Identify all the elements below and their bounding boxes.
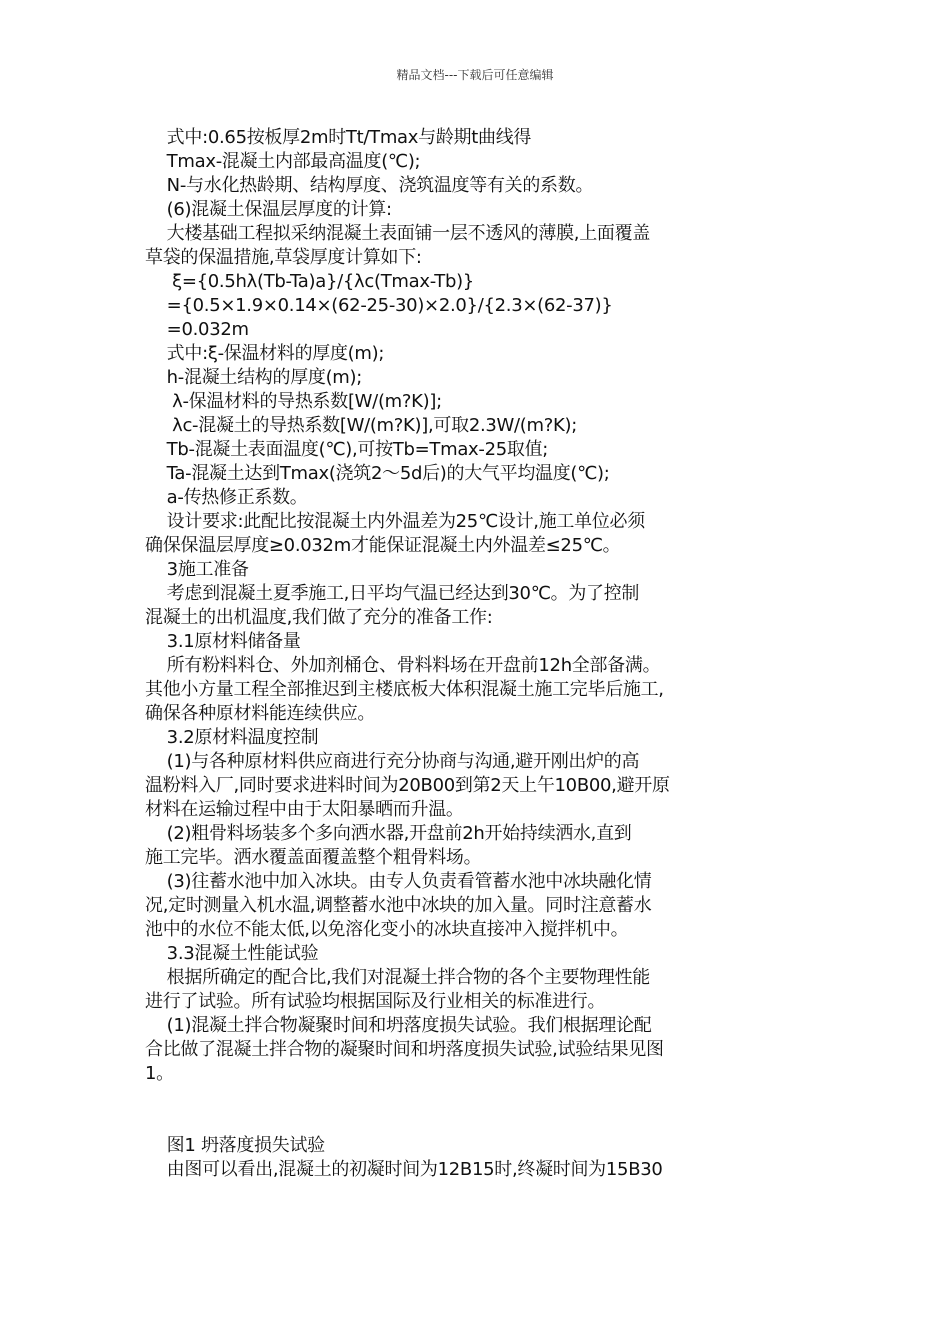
text-line: 材料在运输过程中由于太阳暴晒而升温。	[145, 799, 464, 820]
text-line: 确保各种原材料能连续供应。	[145, 703, 376, 724]
text-line: 施工完毕。洒水覆盖面覆盖整个粗骨料场。	[145, 847, 482, 868]
figure-placeholder	[145, 1086, 825, 1134]
figure-caption: 图1 坍落度损失试验	[145, 1135, 325, 1156]
text-line: 进行了试验。所有试验均根据国际及行业相关的标准进行。	[145, 991, 606, 1012]
text-line: 合比做了混凝土拌合物的凝聚时间和坍落度损失试验,试验结果见图	[145, 1039, 664, 1060]
text-line: h-混凝土结构的厚度(m);	[145, 367, 363, 388]
section-heading: 3施工准备	[145, 559, 249, 580]
text-line: 大楼基础工程拟采纳混凝土表面铺一层不透风的薄膜,上面覆盖	[145, 223, 651, 244]
section-heading: 3.2原材料温度控制	[145, 727, 319, 748]
document-body	[145, 126, 825, 1182]
formula-line: =0.032m	[145, 319, 249, 340]
text-line: 考虑到混凝土夏季施工,日平均气温已经达到30℃。为了控制	[145, 583, 640, 604]
formula-line: ξ={0.5hλ(Tb-Ta)a}/{λc(Tmax-Tb)}	[145, 271, 474, 292]
text-line: (6)混凝土保温层厚度的计算:	[145, 199, 392, 220]
text-line: (2)粗骨料场装多个多向洒水器,开盘前2h开始持续洒水,直到	[145, 823, 632, 844]
text-line: 所有粉料料仓、外加剂桶仓、骨料料场在开盘前12h全部备满。	[145, 655, 661, 676]
text-line: 式中:0.65按板厚2m时Tt/Tmax与龄期t曲线得	[145, 127, 532, 148]
text-line: (1)与各种原材料供应商进行充分协商与沟通,避开刚出炉的高	[145, 751, 640, 772]
section-heading: 3.1原材料储备量	[145, 631, 301, 652]
text-line: Tb-混凝土表面温度(℃),可按Tb=Tmax-25取值;	[145, 439, 549, 460]
text-line: 况,定时测量入机水温,调整蓄水池中冰块的加入量。同时注意蓄水	[145, 895, 652, 916]
text-line: 式中:ξ-保温材料的厚度(m);	[145, 343, 385, 364]
text-line: (1)混凝土拌合物凝聚时间和坍落度损失试验。我们根据理论配	[145, 1015, 652, 1036]
text-line: λ-保温材料的导热系数[W/(m?K)];	[145, 391, 442, 412]
text-line: 由图可以看出,混凝土的初凝时间为12B15时,终凝时间为15B30	[145, 1159, 663, 1180]
text-line: 草袋的保温措施,草袋厚度计算如下:	[145, 247, 422, 268]
formula-line: ={0.5×1.9×0.14×(62-25-30)×2.0}/{2.3×(62-37)}	[145, 295, 613, 316]
text-line: 其他小方量工程全部推迟到主楼底板大体积混凝土施工完毕后施工,	[145, 679, 664, 700]
text-line: N-与水化热龄期、结构厚度、浇筑温度等有关的系数。	[145, 175, 594, 196]
text-line: 根据所确定的配合比,我们对混凝土拌合物的各个主要物理性能	[145, 967, 651, 988]
text-line: λc-混凝土的导热系数[W/(m?K)],可取2.3W/(m?K);	[145, 415, 578, 436]
text-line: 温粉料入厂,同时要求进料时间为20B00到第2天上午10B00,避开原	[145, 775, 670, 796]
text-line: 确保保温层厚度≥0.032m才能保证混凝土内外温差≤25℃。	[145, 535, 621, 556]
text-line: Tmax-混凝土内部最高温度(℃);	[145, 151, 421, 172]
text-line: 混凝土的出机温度,我们做了充分的准备工作:	[145, 607, 493, 628]
text-line: Ta-混凝土达到Tmax(浇筑2～5d后)的大气平均温度(℃);	[145, 463, 610, 484]
text-line: (3)往蓄水池中加入冰块。由专人负责看管蓄水池中冰块融化情	[145, 871, 652, 892]
text-line: 1。	[145, 1063, 174, 1084]
text-line: 池中的水位不能太低,以免溶化变小的冰块直接冲入搅拌机中。	[145, 919, 629, 940]
page-header: 精品文档---下载后可任意编辑	[396, 68, 554, 82]
text-line: a-传热修正系数。	[145, 487, 308, 508]
section-heading: 3.3混凝土性能试验	[145, 943, 319, 964]
text-line: 设计要求:此配比按混凝土内外温差为25℃设计,施工单位必须	[145, 511, 645, 532]
